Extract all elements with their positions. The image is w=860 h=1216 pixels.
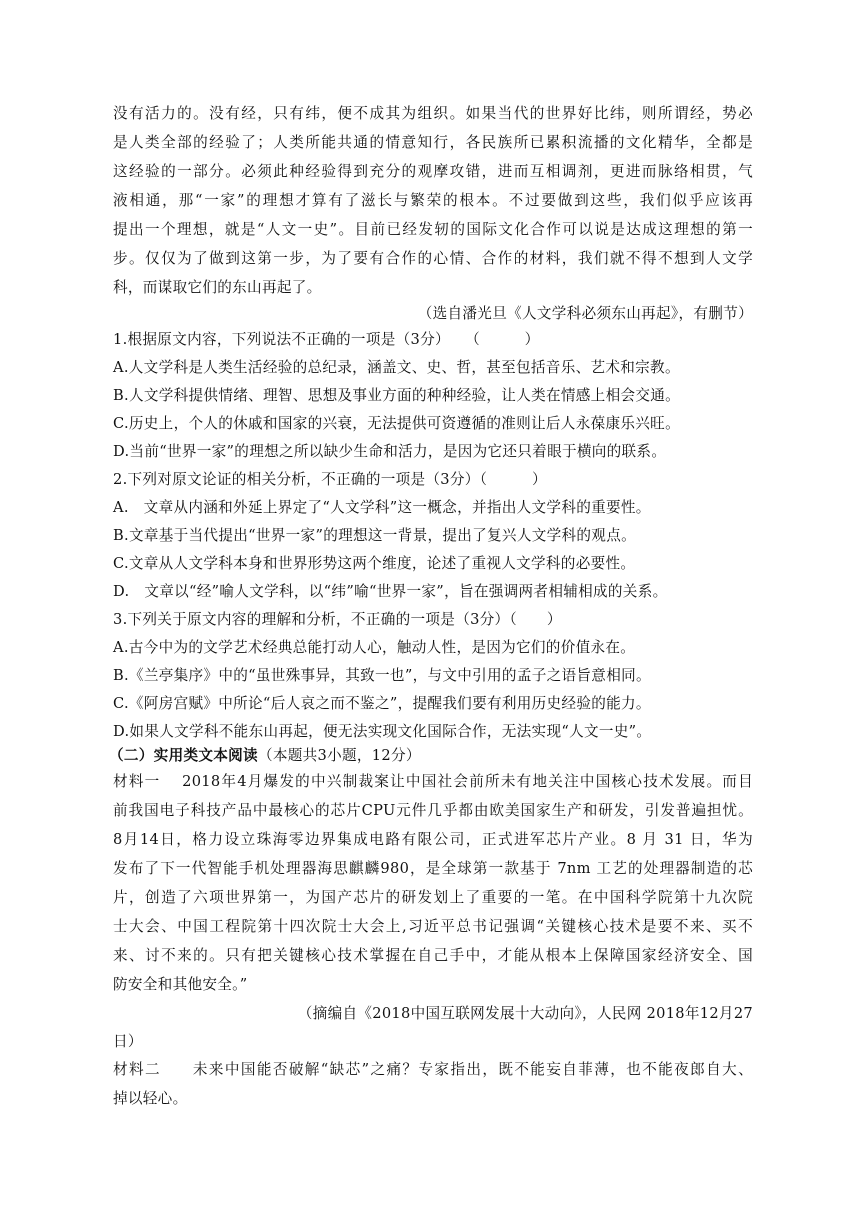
- material-line: 前我国电子科技产品中最核心的芯片CPU元件几乎都由欧美国家生产和研发，引发普遍担忧。: [113, 802, 753, 819]
- question-option: C.文章从人文学科本身和世界形势这两个维度，论述了重视人文学科的必要性。: [113, 555, 636, 572]
- question-option: B.文章基于当代提出“世界一家”的理想这一背景，提出了复兴人文学科的观点。: [113, 527, 636, 544]
- question-option: A. 文章从内涵和外延上界定了“人文学科”这一概念，并指出人文学科的重要性。: [113, 499, 651, 516]
- passage-line: 科，而谋取它们的东山再起了。: [113, 279, 322, 296]
- question-option: D. 文章以“经”喻人文学科，以“纬”喻“世界一家”，旨在强调两者相辅相成的关系。: [113, 583, 668, 600]
- material-line: 发布了下一代智能手机处理器海思麒麟980，是全球第一款基于 7nm 工艺的处理器制造的芯: [113, 860, 753, 877]
- passage-source: （选自潘光旦《人文学科必须东山再起》，有删节）: [417, 305, 753, 322]
- passage-line: 提出一个理想，就是“人文一史”。目前已经发轫的国际文化合作可以说是达成这理想的第一: [113, 221, 753, 238]
- question-option: B.《兰亭集序》中的“虽世殊事异，其致一也”，与文中引用的孟子之语旨意相同。: [113, 667, 651, 684]
- question-stem: 2.下列对原文论证的相关分析，不正确的一项是（3分）（ ）: [113, 471, 547, 488]
- material-line: 片，创造了六项世界第一，为国产芯片的研发划上了重要的一笔。在中国科学院第十九次院: [113, 889, 753, 906]
- passage-line: 是人类全部的经验了；人类所能共通的情意知行，各民族所已累积流播的文化精华，全都是: [113, 134, 753, 151]
- material-line: 防安全和其他安全。”: [113, 976, 248, 993]
- passage-line: 步。仅仅为了做到这第一步，为了要有合作的心情、合作的材料，我们就不得不想到人文学: [113, 250, 753, 267]
- question-stem: 3.下列关于原文内容的理解和分析，不正确的一项是（3分）（ ）: [113, 611, 562, 628]
- question-option: A.古今中为的文学艺术经典总能打动人心，触动人性，是因为它们的价值永在。: [113, 639, 636, 656]
- question-option: B.人文学科提供情绪、理智、思想及事业方面的种种经验，让人类在情感上相会交通。: [113, 387, 681, 404]
- question-option: A.人文学科是人类生活经验的总纪录，涵盖文、史、哲，甚至包括音乐、艺术和宗教。: [113, 359, 680, 376]
- material-line: 材料二 未来中国能否破解“缺芯”之痛？专家指出，既不能妄自菲薄，也不能夜郎自大、: [113, 1061, 753, 1078]
- question-option: D.如果人文学科不能东山再起，便无法实现文化国际合作，无法实现“人文一史”。: [113, 723, 652, 740]
- question-option: C.《阿房宫赋》中所论“后人哀之而不鉴之”，提醒我们要有利用历史经验的能力。: [113, 695, 651, 712]
- section-heading: [109, 746, 421, 766]
- material-source: （摘编自《2018中国互联网发展十大动向》，人民网 2018年12月27: [297, 1005, 753, 1022]
- passage-line: 这经验的一部分。必须此种经验得到充分的观摩攻错，进而互相调剂，更进而脉络相贯，气: [113, 163, 753, 180]
- passage-line: 没有活力的。没有经，只有纬，便不成其为组织。如果当代的世界好比纬，则所谓经，势必: [113, 105, 753, 122]
- material-line: 掉以轻心。: [113, 1090, 188, 1107]
- material-line: 来、讨不来的。只有把关键核心技术掌握在自己手中，才能从根本上保障国家经济安全、国: [113, 947, 753, 964]
- question-option: C.历史上，个人的休戚和国家的兴衰，无法提供可资遵循的准则让后人永葆康乐兴旺。: [113, 415, 680, 432]
- question-stem: 1.根据原文内容，下列说法不正确的一项是（3分） （ ）: [113, 331, 540, 348]
- material-line: 士大会、中国工程院第十四次院士大会上,习近平总书记强调“关键核心技术是要不来、买不: [113, 918, 753, 935]
- section-title: （二）实用类文本阅读: [109, 747, 258, 764]
- question-option: D.当前“世界一家”的理想之所以缺少生命和活力，是因为它还只着眼于横向的联系。: [113, 443, 667, 460]
- passage-line: 液相通，那“一家”的理想才算有了滋长与繁荣的根本。不过要做到这些，我们似乎应该再: [113, 192, 753, 209]
- material-line: 8月14日，格力设立珠海零边界集成电路有限公司，正式进军芯片产业。8 月 31 日，华为: [113, 831, 753, 848]
- section-note: （本题共3小题，12分）: [257, 747, 421, 764]
- material-source: 日）: [113, 1033, 143, 1050]
- material-line: 材料一 2018年4月爆发的中兴制裁案让中国社会前所未有地关注中国核心技术发展。而目: [113, 773, 753, 790]
